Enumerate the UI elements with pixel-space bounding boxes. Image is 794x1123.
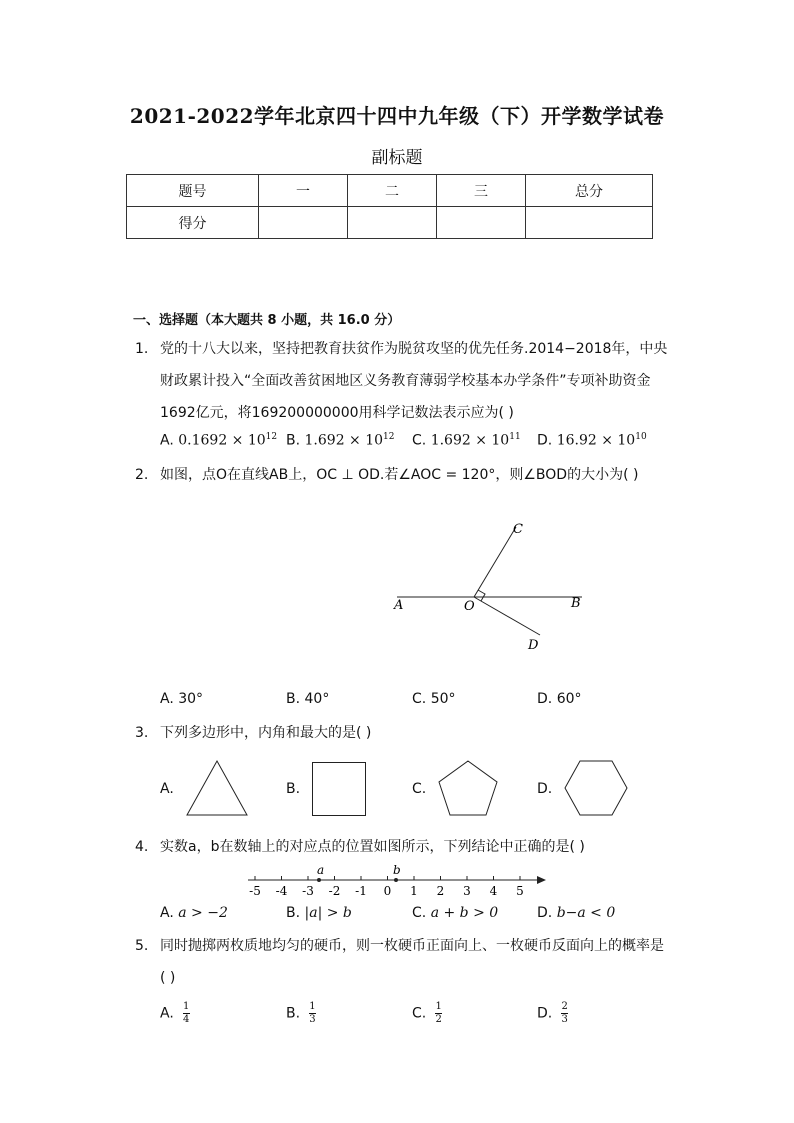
score-header-cell: 总分	[526, 175, 653, 207]
q3-number: 3.	[135, 725, 149, 741]
option-base: 1.692 × 10	[430, 432, 510, 449]
q1-option-a	[160, 432, 277, 449]
q1-option-d	[537, 432, 647, 449]
option-text: |a| > b	[304, 905, 352, 921]
score-table-header-row	[127, 175, 653, 207]
score-table	[126, 174, 653, 239]
denominator: 4	[183, 1014, 190, 1025]
q5-number: 5.	[135, 938, 149, 954]
option-base: 0.1692 × 10	[178, 432, 266, 449]
option-text: 30°	[178, 691, 204, 707]
triangle-shape	[184, 758, 250, 818]
option-exponent: 12	[383, 432, 395, 442]
axis-tick-label: 5	[516, 884, 524, 898]
option-label: B.	[286, 905, 301, 921]
q5-text-line1: 同时抛掷两枚质地均匀的硬币，则一枚硬币正面向上、一枚硬币反面向上的概率是	[160, 938, 664, 954]
q1-text-line3: 1692亿元，将169200000000用科学记数法表示应为( )	[160, 405, 514, 421]
denominator: 3	[561, 1014, 568, 1025]
pentagon-shape	[434, 758, 502, 818]
q3-text: 下列多边形中，内角和最大的是( )	[160, 725, 372, 741]
point-a-label: a	[317, 863, 325, 877]
axis-tick-label: -1	[355, 884, 367, 898]
label-a: A	[394, 598, 404, 613]
option-base: 16.92 × 10	[556, 432, 636, 449]
page-title: 2021-2022学年北京四十四中九年级（下）开学数学试卷	[129, 104, 665, 128]
q2-number: 2.	[135, 467, 149, 483]
option-label: D.	[537, 1005, 553, 1022]
option-label: B.	[286, 691, 301, 707]
q4-option-d	[537, 905, 615, 921]
number-line	[240, 860, 550, 900]
q2-option-c	[412, 691, 456, 707]
q4-option-a	[160, 905, 228, 921]
point-b-dot	[394, 878, 398, 882]
score-cell	[259, 207, 348, 239]
option-base: 1.692 × 10	[304, 432, 384, 449]
q3-option-d-label: D.	[537, 781, 553, 797]
q2-option-a	[160, 691, 203, 707]
score-cell	[526, 207, 653, 239]
option-text: a > −2	[178, 905, 228, 921]
score-header-cell: 三	[437, 175, 526, 207]
score-header-cell: 二	[348, 175, 437, 207]
option-label: A.	[160, 905, 174, 921]
point-a-dot	[317, 878, 321, 882]
fraction	[435, 1002, 442, 1025]
axis-tick-label: 2	[436, 884, 445, 898]
axis-tick-label: 4	[489, 884, 498, 898]
ray-oc	[474, 527, 516, 597]
fraction	[309, 1002, 316, 1025]
q5-text-line2: ( )	[160, 970, 176, 986]
axis-tick-label: -4	[275, 884, 288, 898]
option-label: B.	[286, 1005, 301, 1022]
q5-option-d	[537, 1002, 568, 1025]
square-shape	[312, 762, 366, 816]
option-exponent: 11	[509, 432, 521, 442]
option-label: C.	[412, 691, 427, 707]
option-label: C.	[412, 432, 427, 449]
q1-number: 1.	[135, 341, 149, 357]
option-label: D.	[537, 905, 553, 921]
option-text: b−a < 0	[556, 905, 616, 921]
option-label: C.	[412, 1005, 427, 1022]
q3-option-c-label: C.	[412, 781, 427, 797]
q1-option-b	[286, 432, 395, 449]
option-text: 50°	[430, 691, 456, 707]
numerator: 1	[183, 1001, 190, 1012]
q1-text-line2: 财政累计投入“全面改善贫困地区义务教育薄弱学校基本办学条件”专项补助资金	[160, 373, 651, 389]
option-label: A.	[160, 1005, 174, 1022]
numerator: 1	[435, 1001, 442, 1012]
q5-option-c	[412, 1002, 442, 1025]
score-row-label: 得分	[127, 207, 259, 239]
q5-option-b	[286, 1002, 316, 1025]
axis-tick-label: -5	[249, 884, 261, 898]
point-b-label: b	[393, 863, 401, 877]
section-heading: 一、选择题（本大题共 8 小题，共 16.0 分）	[133, 313, 401, 328]
score-table-row	[127, 207, 653, 239]
numerator: 2	[561, 1001, 568, 1012]
q1-text-line1: 党的十八大以来，坚持把教育扶贫作为脱贫攻坚的优先任务.2014−2018年，中央	[160, 341, 668, 357]
ray-od	[474, 597, 540, 635]
axis-tick-label: -2	[328, 884, 341, 898]
score-header-cell: 一	[259, 175, 348, 207]
axis-tick-label: -3	[302, 884, 314, 898]
q5-option-a	[160, 1002, 190, 1025]
option-label: C.	[412, 905, 427, 921]
axis-tick-label: 3	[463, 884, 471, 898]
option-label: D.	[537, 691, 553, 707]
label-b: B	[571, 596, 581, 611]
q4-option-c	[412, 905, 498, 921]
option-text: 60°	[556, 691, 582, 707]
score-header-cell: 题号	[127, 175, 259, 207]
numerator: 1	[309, 1001, 316, 1012]
q4-text: 实数a，b在数轴上的对应点的位置如图所示，下列结论中正确的是( )	[160, 839, 585, 855]
denominator: 2	[435, 1014, 442, 1025]
option-text: a + b > 0	[430, 905, 499, 921]
axis-tick-label: 1	[410, 884, 418, 898]
option-label: D.	[537, 432, 553, 449]
hexagon-shape	[562, 758, 630, 818]
option-exponent: 12	[265, 432, 278, 442]
q2-text: 如图，点O在直线AB上，OC ⊥ OD.若∠AOC = 120°，则∠BOD的大小为( )	[160, 467, 639, 483]
axis-arrow	[537, 876, 546, 884]
page-subtitle: 副标题	[371, 148, 423, 168]
label-c: C	[513, 522, 523, 537]
q2-option-b	[286, 691, 329, 707]
q2-angle-figure	[380, 515, 600, 655]
q3-option-b-label: B.	[286, 781, 301, 797]
q1-option-c	[412, 432, 521, 449]
q4-number: 4.	[135, 839, 149, 855]
label-d: D	[528, 638, 539, 653]
score-cell	[437, 207, 526, 239]
option-label: A.	[160, 691, 174, 707]
option-label: B.	[286, 432, 301, 449]
q4-option-b	[286, 905, 352, 921]
q2-option-d	[537, 691, 582, 707]
q3-option-a-label: A.	[160, 781, 174, 797]
option-text: 40°	[304, 691, 330, 707]
fraction	[561, 1002, 568, 1025]
score-cell	[348, 207, 437, 239]
fraction	[183, 1002, 190, 1025]
denominator: 3	[309, 1014, 316, 1025]
label-o: O	[464, 599, 475, 614]
option-label: A.	[160, 432, 174, 449]
option-exponent: 10	[635, 432, 647, 442]
axis-tick-label: 0	[383, 884, 392, 898]
